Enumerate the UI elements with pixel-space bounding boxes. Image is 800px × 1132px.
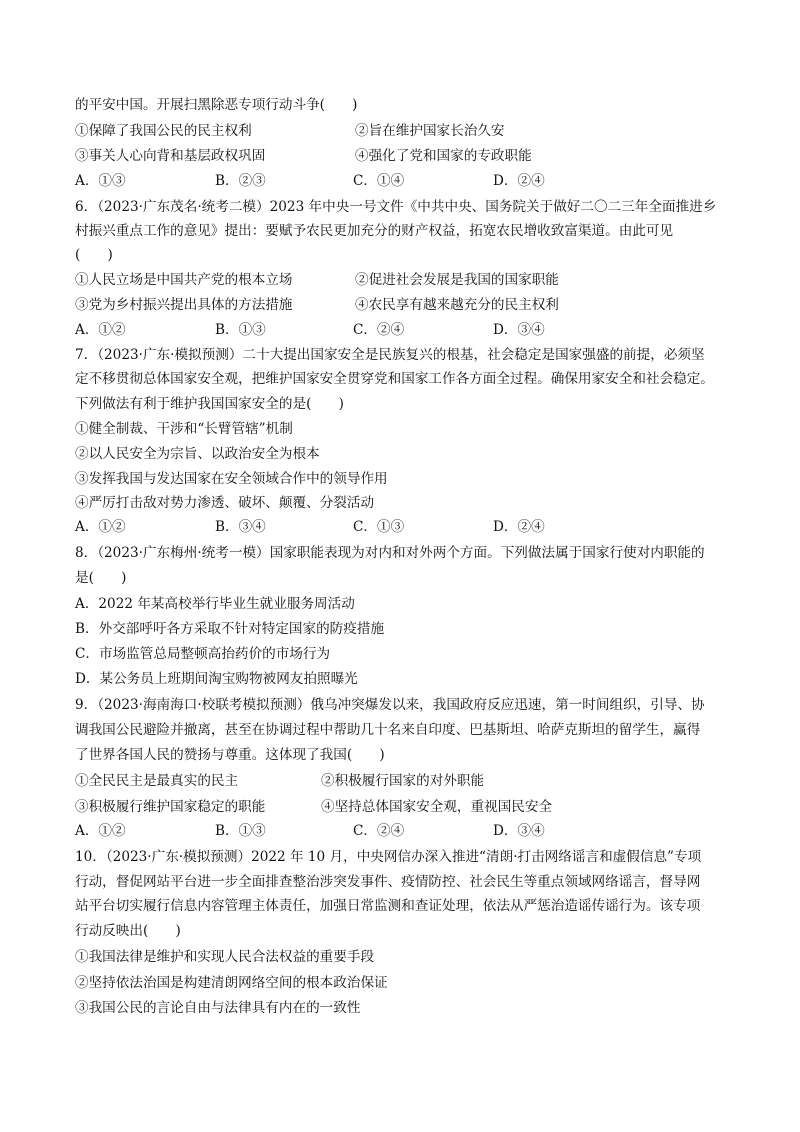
q6-option-b: B．①③	[215, 322, 266, 338]
q9-option-d: D．③④	[493, 823, 545, 839]
q9-option-b: B．①③	[215, 823, 266, 839]
q6-statement-1: ①人民立场是中国共产党的根本立场	[75, 272, 293, 288]
q9-stem-line-1: 9．（2023·海南海口·校联考模拟预测）俄乌冲突爆发以来，我国政府反应迅速，第一时间组织，引导、协	[75, 697, 705, 713]
q10-stem-line-3: 站平台切实履行信息内容管理主体责任，加强日常监测和查证处理，依法从严惩治造谣传谣行为。该专项	[75, 898, 701, 914]
q7-statement-1: ①健全制裁、干涉和“长臂管辖”机制	[75, 421, 293, 437]
q6-option-a: A．①②	[75, 322, 126, 338]
q10-statement-2: ②坚持依法治国是构建清朗网络空间的根本政治保证	[75, 975, 388, 991]
q5-statement-row	[75, 122, 735, 140]
q8-stem-line-2: 是( )	[75, 570, 127, 586]
q8-option-d: D．某公务员上班期间淘宝购物被网友拍照曝光	[75, 671, 358, 687]
q8-option-b: B．外交部呼吁各方采取不针对特定国家的防疫措施	[75, 621, 385, 637]
q5-statement-row	[75, 147, 735, 165]
q5-option-c: C．①④	[353, 173, 405, 189]
q7-stem-line-3: 下列做法有利于维护我国国家安全的是( )	[75, 396, 344, 412]
q6-statement-row	[75, 296, 735, 314]
q6-statement-row	[75, 271, 735, 289]
q10-stem-line-2: 行动，督促网站平台进一步全面排查整治涉突发事件、疫情防控、社会民生等重点领域网络谣言，督导网	[75, 874, 701, 890]
q7-statement-3: ③发挥我国与发达国家在安全领域合作中的领导作用	[75, 471, 388, 487]
q9-stem-line-2: 调我国公民避险并撤离，甚至在协调过程中帮助几十名来自印度、巴基斯坦、哈萨克斯坦的留学生，赢得	[75, 722, 701, 738]
q5-option-b: B．②③	[215, 173, 266, 189]
q10-stem-line-4: 行动反映出( )	[75, 923, 181, 939]
q5-option-a: A．①③	[75, 173, 126, 189]
q9-statement-row	[75, 798, 735, 816]
q9-option-c: C．②④	[353, 823, 405, 839]
q9-option-a: A．①②	[75, 823, 126, 839]
q7-option-b: B．③④	[215, 519, 266, 535]
q9-statement-4: ④坚持总体国家安全观，重视国民安全	[321, 799, 553, 815]
q6-statement-3: ③党为乡村振兴提出具体的方法措施	[75, 297, 293, 313]
q7-option-a: A．①②	[75, 519, 126, 535]
q9-statement-row	[75, 772, 735, 790]
q9-statement-1: ①全民民主是最真实的民主	[75, 773, 239, 789]
q6-option-d: D．③④	[493, 322, 545, 338]
q7-statement-4: ④严厉打击敌对势力渗透、破坏、颠覆、分裂活动	[75, 495, 375, 511]
q6-stem-line-3: ( )	[75, 247, 113, 263]
q5-options	[75, 172, 735, 190]
q9-statement-3: ③积极履行维护国家稳定的职能	[75, 799, 266, 815]
q7-statement-2: ②以人民安全为宗旨、以政治安全为根本	[75, 446, 320, 462]
q6-statement-2: ②促进社会发展是我国的国家职能	[355, 272, 559, 288]
q8-option-a: A．2022 年某高校举行毕业生就业服务周活动	[75, 596, 355, 612]
q9-statement-2: ②积极履行国家的对外职能	[321, 773, 485, 789]
q6-stem-line-1: 6．（2023·广东茂名·统考二模）2023 年中央一号文件《中共中央、国务院关于做好二〇二三年全面推进乡	[75, 199, 717, 215]
q5-statement-1: ①保障了我国公民的民主权利	[75, 123, 252, 139]
q8-stem-line-1: 8．（2023·广东梅州·统考一模）国家职能表现为对内和对外两个方面。下列做法属于国家行使对内职能的	[75, 545, 705, 561]
q6-option-c: C．②④	[353, 322, 405, 338]
q7-stem-line-2: 定不移贯彻总体国家安全观，把维护国家安全贯穿党和国家工作各方面全过程。确保用家安全和社会稳定。	[75, 371, 714, 387]
q10-statement-1: ①我国法律是维护和实现人民合法权益的重要手段	[75, 949, 375, 965]
q5-stem-tail: 的平安中国。开展扫黑除恶专项行动斗争( )	[75, 97, 358, 113]
q5-statement-4: ④强化了党和国家的专政职能	[355, 148, 532, 164]
q5-option-d: D．②④	[493, 173, 545, 189]
q8-option-c: C．市场监管总局整顿高抬药价的市场行为	[75, 646, 331, 662]
q5-statement-3: ③事关人心向背和基层政权巩固	[75, 148, 266, 164]
q6-statement-4: ④农民享有越来越充分的民主权利	[355, 297, 559, 313]
q7-stem-line-1: 7．（2023·广东·模拟预测）二十大提出国家安全是民族复兴的根基，社会稳定是国家强盛的前提，必须坚	[75, 347, 705, 363]
q7-options	[75, 518, 735, 536]
q9-stem-line-3: 了世界各国人民的赞扬与尊重。这体现了我国( )	[75, 747, 385, 763]
q6-stem-line-2: 村振兴重点工作的意见》提出：要赋予农民更加充分的财产权益，拓宽农民增收致富渠道。由此可见	[75, 223, 674, 239]
q9-options	[75, 822, 735, 840]
q10-stem-line-1: 10．（2023·广东·模拟预测）2022 年 10 月，中央网信办深入推进“清朗·打击网络谣言和虚假信息”专项	[75, 849, 702, 865]
q6-options	[75, 321, 735, 339]
q7-option-d: D．②④	[493, 519, 545, 535]
q7-option-c: C．①③	[353, 519, 405, 535]
q5-statement-2: ②旨在维护国家长治久安	[355, 123, 505, 139]
q10-statement-3: ③我国公民的言论自由与法律具有内在的一致性	[75, 1000, 361, 1016]
